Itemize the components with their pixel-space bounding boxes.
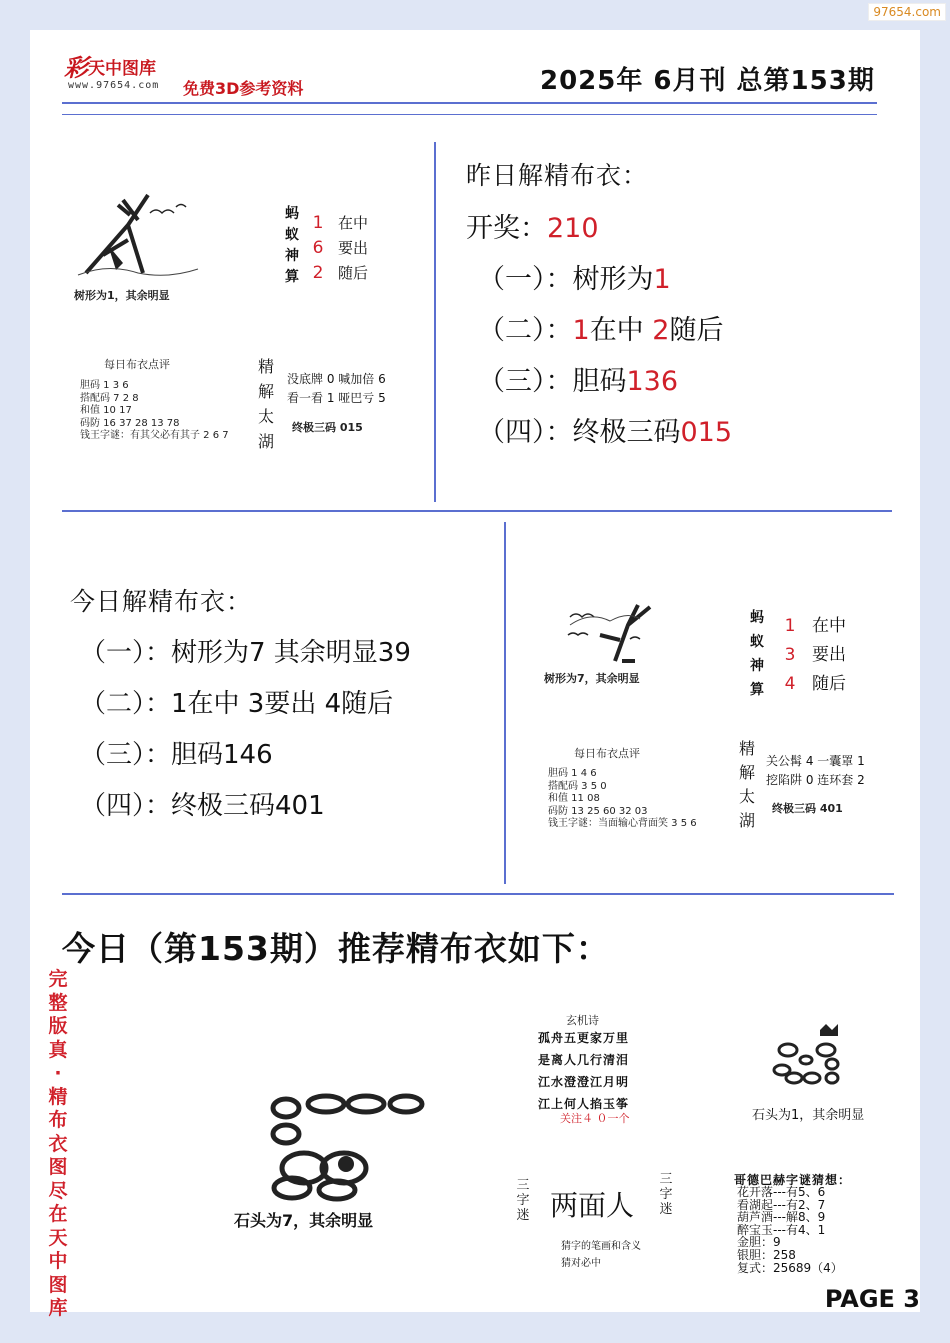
poem-lines: 孤舟五更家万里 是离人几行清泪 江水澄澄江月明 江上何人掐玉筝 [538, 1031, 630, 1111]
yesterday-row-1: （一）：树形为1 [478, 264, 671, 295]
riddle-label-left: 三 字 迷 [516, 1178, 530, 1223]
divider-v-2 [504, 522, 506, 884]
review-title-1: 每日布衣点评 [104, 358, 170, 371]
ant-texts-1: 在中 要出 随后 [338, 214, 369, 282]
logo-name: 天中图库 [88, 59, 156, 79]
tree-caption-2: 树形为7，其余明显 [544, 672, 640, 685]
gd-lines: 花开落---有5、6 看湖起---有2、7 葫芦酒---解8、9 醉宝玉---有4、1 金胆：9 银胆：258 复式：25689（4） [737, 1185, 843, 1275]
today-row-2: （二）：1在中 3要出 4随后 [80, 689, 394, 719]
issue-title: 2025年 6月刊 总第153期 [540, 66, 875, 96]
ant-label-2: 蚂 蚁 神 算 [750, 610, 764, 698]
site-url-badge[interactable]: 97654.com [868, 3, 946, 21]
riddle-main: 两面人 [550, 1189, 635, 1222]
gd-title: 哥德巴赫字谜猜想： [734, 1173, 852, 1187]
review-lines-1: 胆码 1 3 6 搭配码 7 2 8 和值 10 17 码防 16 37 28 13 78 钱王字谜：有其父必有其子 2 6 7 [80, 380, 229, 441]
riddle-label-right: 三 字 迷 [659, 1172, 673, 1217]
stone-caption-small: 石头为1，其余明显 [752, 1108, 865, 1123]
riddle-sub: 猜字的笔画和含义 猜对必中 [561, 1241, 641, 1269]
header-rule [62, 102, 877, 104]
yesterday-row-3: （三）：胆码136 [478, 366, 679, 397]
poem-title: 玄机诗 [566, 1014, 599, 1027]
ant-label-1: 蚂 蚁 神 算 [285, 206, 299, 285]
recommend-title: 今日（第153期）推荐精布衣如下： [62, 929, 610, 968]
yesterday-title: 昨日解精布衣： [466, 161, 649, 190]
tree-illustration-1 [68, 185, 208, 280]
logo[interactable] [64, 48, 176, 96]
jj-final-1: 终极三码 015 [292, 421, 363, 434]
today-row-3: （三）：胆码146 [80, 740, 273, 770]
logo-glyph: 彩 [64, 54, 88, 82]
review-title-2: 每日布衣点评 [574, 747, 640, 760]
divider-h-1 [62, 510, 892, 512]
today-row-4: （四）：终极三码401 [80, 791, 325, 821]
jj-label-1: 精 解 太 湖 [257, 357, 274, 451]
poem-note: 关注４ ０一个 [560, 1112, 630, 1125]
stone-illustration-large [262, 1090, 432, 1202]
tree-illustration-2 [560, 595, 670, 665]
side-banner: 完 整 版 真 · 精 布 衣 图 尽 在 天 中 图 库 [48, 968, 68, 1319]
logo-url: www.97654.com [68, 80, 160, 91]
draw-result: 开奖：210 [466, 213, 599, 244]
ant-numbers-2: 1 3 4 [784, 616, 796, 694]
today-title: 今日解精布衣： [70, 587, 253, 616]
ant-numbers-1: 1 6 2 [312, 213, 324, 283]
today-row-1: （一）：树形为7 其余明显39 [80, 638, 411, 668]
tagline: 免费3D参考资料 [183, 79, 304, 98]
jj-lines-2: 关公髯 4 一囊罩 1 挖陷阱 0 连环套 2 [766, 754, 865, 787]
stone-caption-large: 石头为7，其余明显 [234, 1211, 374, 1230]
jj-lines-1: 没底牌 0 喊加倍 6 看一看 1 哑巴亏 5 [287, 372, 386, 405]
stone-illustration-small [762, 1020, 852, 1095]
jj-label-2: 精 解 太 湖 [738, 739, 755, 830]
yesterday-row-4: （四）：终极三码015 [478, 417, 733, 448]
tree-caption-1: 树形为1，其余明显 [74, 289, 170, 302]
ant-texts-2: 在中 要出 随后 [812, 616, 846, 694]
divider-v-1 [434, 142, 436, 502]
divider-h-2 [62, 893, 894, 895]
review-lines-2: 胆码 1 4 6 搭配码 3 5 0 和值 11 08 码防 13 25 60 32 03 钱王字谜：当面输心背面笑 3 5 6 [548, 768, 697, 829]
header-rule-thin [62, 114, 877, 115]
yesterday-row-2: （二）：1在中 2随后 [478, 315, 724, 346]
jj-final-2: 终极三码 401 [772, 802, 843, 815]
page-number: PAGE 3 [824, 1285, 920, 1313]
